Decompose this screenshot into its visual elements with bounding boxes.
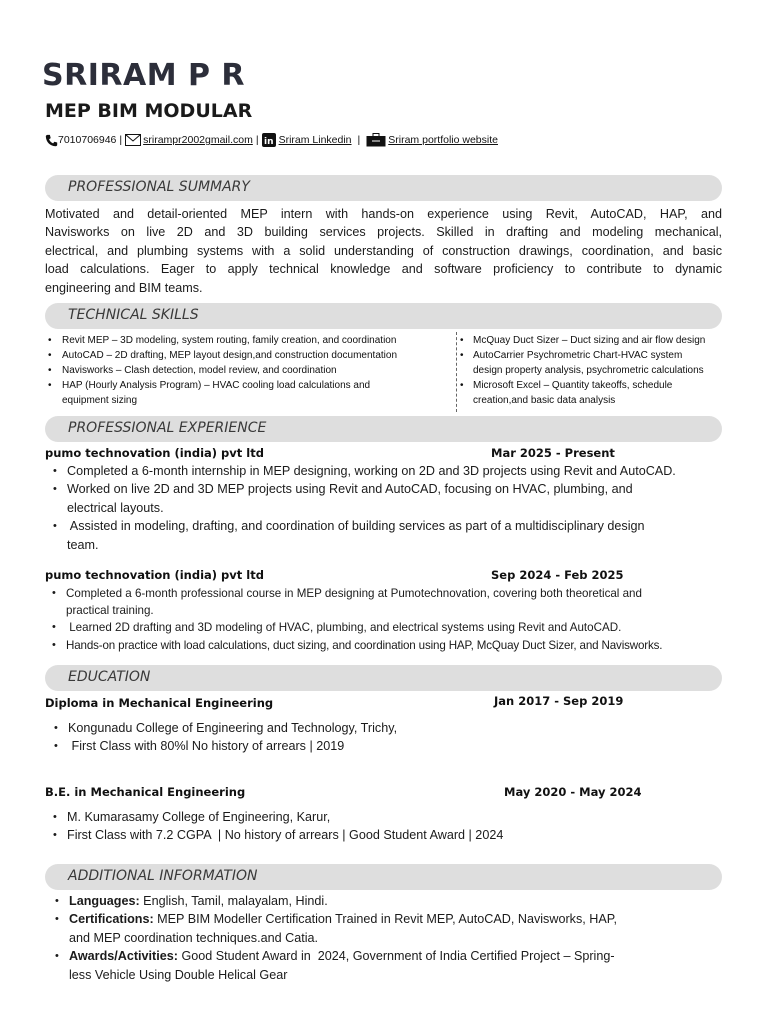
summary-line: electrical, and plumbing systems with a solid understanding of construction drawings, coordination, and basic: [45, 243, 722, 258]
linkedin-link[interactable]: Sriram Linkedin: [278, 134, 352, 146]
section-header-experience: [45, 416, 722, 442]
separator: |: [255, 134, 259, 146]
section-header-additional: [45, 864, 722, 890]
education-bullet: • First Class with 80%l No history of arrears | 2019: [54, 739, 345, 754]
section-title: PROFESSIONAL SUMMARY: [68, 179, 250, 195]
skill-item-cont: equipment sizing: [62, 395, 138, 406]
additional-languages: • Languages: English, Tamil, malayalam, Hindi.: [55, 894, 328, 908]
education-degree: Diploma in Mechanical Engineering: [45, 696, 274, 710]
summary-line: load calculations. Eager to apply technical knowledge and software proficiency to contribute to dynamic: [45, 262, 722, 277]
experience-bullets: [52, 585, 766, 654]
additional-certifications: • Certifications: MEP BIM Modeller Certification Trained in Revit MEP, AutoCAD, Navisworks, HAP,: [55, 912, 618, 927]
separator: |: [119, 134, 123, 146]
summary-text: [45, 205, 722, 297]
skills-left-column: [48, 333, 452, 408]
skill-item: • AutoCarrier Psychrometric Chart-HVAC system: [460, 350, 683, 361]
skill-item-cont: creation,and basic data analysis: [473, 395, 616, 406]
section-title: EDUCATION: [68, 669, 151, 685]
briefcase-icon: [366, 133, 386, 147]
mail-icon: [125, 134, 141, 146]
linkedin-icon: [262, 133, 276, 147]
section-header-summary: [45, 175, 722, 201]
skill-item: • AutoCAD – 2D drafting, MEP layout design,and construction documentation: [48, 350, 398, 361]
candidate-name: SRIRAM P R: [42, 58, 246, 93]
additional-info: [55, 892, 709, 984]
education-dates: May 2020 - May 2024: [504, 785, 642, 799]
additional-certifications-cont: and MEP coordination techniques.and Catia.: [69, 930, 319, 945]
education-bullets: [54, 719, 668, 756]
summary-line: engineering and BIM teams.: [45, 280, 203, 295]
experience-bullet: • Learned 2D drafting and 3D modeling of HVAC, plumbing, and electrical systems using Revit and AutoCAD.: [52, 621, 622, 635]
experience-bullet: • Completed a 6-month professional course in MEP designing at Pumotechnovation, covering both theoretical and: [52, 587, 642, 600]
experience-bullet: • Completed a 6-month internship in MEP designing, working on 2D and 3D projects using Revit and AutoCAD.: [53, 464, 676, 478]
education-bullet: • M. Kumarasamy College of Engineering, Karur,: [53, 810, 331, 824]
experience-dates: Mar 2025 - Present: [491, 446, 615, 460]
skill-item: • Microsoft Excel – Quantity takeoffs, schedule: [460, 380, 673, 391]
education-bullet: • Kongunadu College of Engineering and Technology, Trichy,: [54, 721, 398, 735]
experience-bullets: [53, 462, 767, 554]
experience-bullet: • Worked on live 2D and 3D MEP projects using Revit and AutoCAD, focusing on HVAC, plumbing, and: [53, 482, 633, 497]
svg-text:in: in: [263, 137, 274, 147]
section-title: PROFESSIONAL EXPERIENCE: [68, 420, 267, 436]
skill-item: • Navisworks – Clash detection, model review, and coordination: [48, 365, 337, 376]
skill-item: • HAP (Hourly Analysis Program) – HVAC cooling load calculations and: [48, 380, 371, 391]
experience-company: pumo technovation (india) pvt ltd: [45, 568, 264, 582]
section-header-skills: [45, 303, 722, 329]
skills-column-divider: [456, 332, 457, 412]
experience-company: pumo technovation (india) pvt ltd: [45, 446, 264, 460]
education-dates: Jan 2017 - Sep 2019: [494, 694, 624, 708]
additional-awards-cont: less Vehicle Using Double Helical Gear: [69, 967, 288, 982]
experience-bullet-cont: team.: [67, 537, 99, 552]
candidate-role: MEP BIM MODULAR: [45, 100, 253, 122]
separator: |: [357, 134, 361, 146]
section-header-education: [45, 665, 722, 691]
education-bullets: [53, 808, 687, 845]
experience-bullet-cont: electrical layouts.: [67, 500, 164, 515]
experience-bullet: • Hands-on practice with load calculations, duct sizing, and coordination using HAP, McQuay Duct Sizer, and Navisworks.: [52, 638, 663, 652]
skill-item: • McQuay Duct Sizer – Duct sizing and air flow design: [460, 335, 706, 346]
skill-item-cont: design property analysis, psychrometric calculations: [473, 365, 704, 376]
experience-dates: Sep 2024 - Feb 2025: [491, 568, 624, 582]
section-title: TECHNICAL SKILLS: [68, 307, 199, 323]
education-degree: B.E. in Mechanical Engineering: [45, 785, 246, 799]
portfolio-link[interactable]: Sriram portfolio website: [388, 134, 498, 146]
email-link[interactable]: srirampr2002gmail.com: [143, 134, 253, 146]
contact-bar: [45, 133, 498, 147]
experience-bullet: • Assisted in modeling, drafting, and coordination of building services as part of a multidisciplinary design: [53, 519, 645, 534]
summary-line: Navisworks on live 2D and 3D building services projects. Skilled in drafting and modeling mechanical,: [45, 225, 722, 240]
education-bullet: • First Class with 7.2 CGPA | No history of arrears | Good Student Award | 2024: [53, 828, 504, 843]
section-title: ADDITIONAL INFORMATION: [68, 868, 258, 884]
skills-right-column: [460, 333, 752, 408]
phone-number: 7010706946: [58, 134, 117, 146]
experience-bullet-cont: practical training.: [66, 604, 154, 618]
skill-item: • Revit MEP – 3D modeling, system routing, family creation, and coordination: [48, 335, 397, 346]
summary-line: Motivated and detail-oriented MEP intern with hands-on experience using Revit, AutoCAD, HAP, and: [45, 207, 722, 221]
additional-awards: • Awards/Activities: Good Student Award in 2024, Government of India Certified Project – Spring-: [55, 949, 615, 964]
phone-icon: [45, 134, 58, 147]
